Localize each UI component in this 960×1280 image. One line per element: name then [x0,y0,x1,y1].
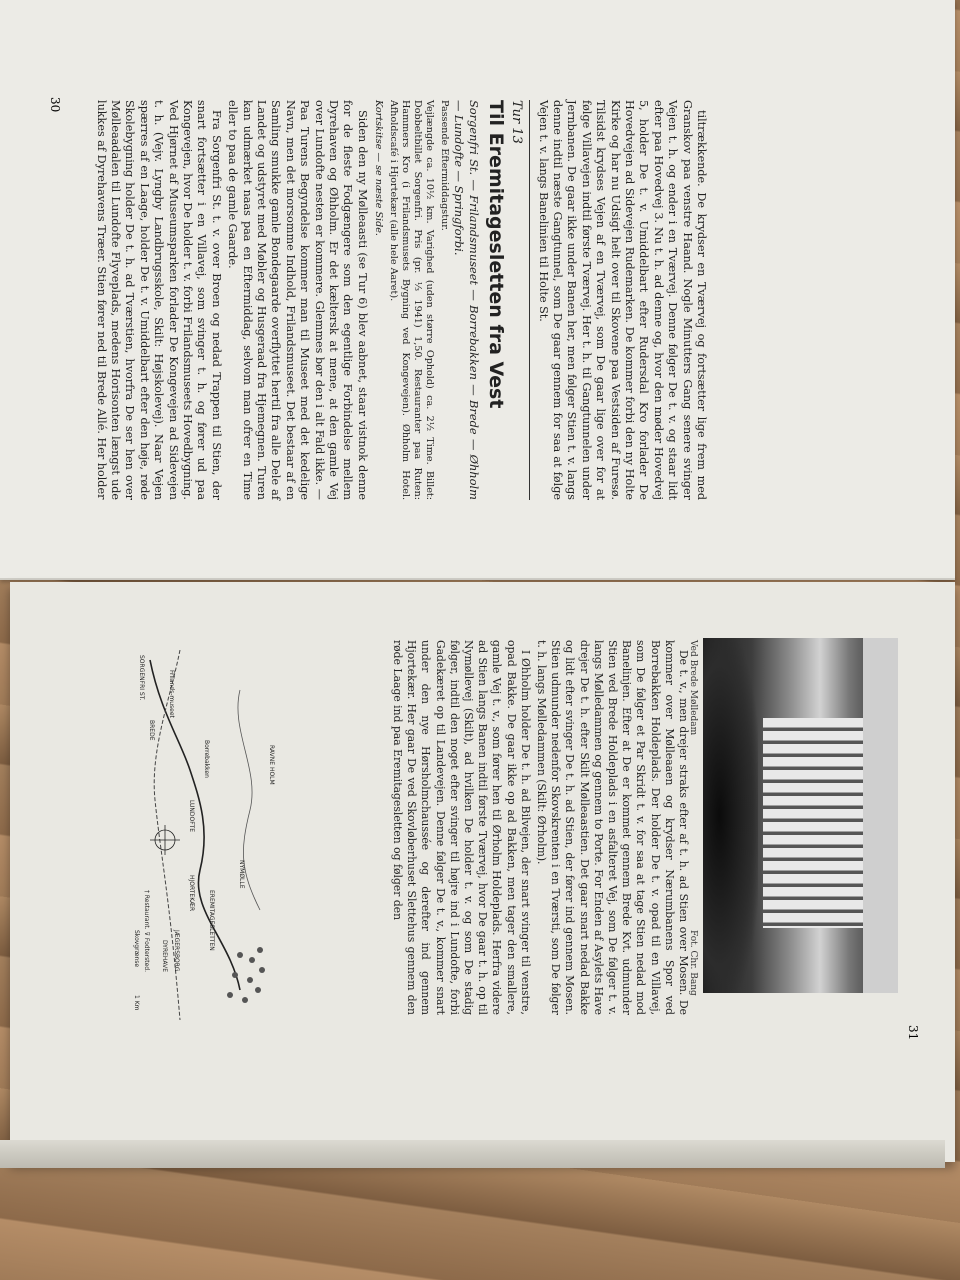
map-note: Kortskitse — se næste Side. [372,100,384,236]
map-scale: 1 Km [133,995,140,1011]
left-page-text [94,100,708,500]
photo-ground [863,638,898,993]
map-label-lundofte: LUNDOFTE [188,800,195,833]
photo-brede-molledam [703,638,898,993]
map-label-ravne-holm: RAVNE HOLM [268,745,275,785]
photo-caption: Ved Brede Mølledam [688,640,698,736]
map-label-dyrehave: DYREHAVE [161,940,168,973]
tour-label: Tur 13 [509,100,525,144]
body-paragraph-1: Siden den ny Mølleaasti (se Tur 6) blev aabnet, staar vistnok denne for de fleste Fodgængere som den egentlige Forbindelse mellem Dyrehaven og Øhholm. Er det kæltersk at mene, at den gamle Vej over Lundofte nesten er kommere. Glemmes bør den i alt Fald ikke. — Paa Turens Begyndelse kommer man til Museet med det kedelige Navn, men det morsomme Indhold, Frilandsmuseet. Det bestaar af en Samling smukke gamle Bondegaarde overflyttet hertil fra alle Dele af Landet og udstyret med Møbler og Husgeraad fra Hjemegnen. Turen kan udmærket naas paa en Eftermiddag, selvom man ofrer en Time eller to paa de gamle Gaarde. [226,100,369,500]
map-label-borrebakken: Borrebakken [203,740,210,778]
map-label-jaegersborg: JÆGERSBORG [173,930,180,972]
map-label-frilandsmuseet: Frilands-museet [168,670,175,718]
map-label-skov: Skovgrænse [133,930,140,968]
right-paragraph-2: I Øhholm holder De t. h. ad Bilvejen, der snart svinger til venstre, opad Bakke. De gaar ikke op ad Bakken, men tager den smallere, gamle Vej t. v., som fører hen til Ørholm Holdeplads. Herfra videre ad Stien langs Banen indtil første Tværvej, hvor De gaar t. h. op til Nymøllevej (Skilt), ad hvilken De holder t. v. og som De stadig følger, indtil den noget efter svinger til højre ind i Lundofte, forbi Gadekæret op til Landevejen. Denne følger De t. v., kommer snart under den nye Hørsholmchaussée og derefter ind gennem Hjortekær. Her gaar De ved Skovløberhuset Slettehus gennem den røde Laage ind paa Eremitagesletten og følger den [390,640,532,1015]
page-number-left: 30 [48,97,62,113]
right-paragraph-1: De t. v., men drejer straks efter af t. h. ad Stien over Mosen. De kommer over Mølleaaen og krydser Nærumbanens Spor ved Borrebakken Holdeplads. Der holder De t. v. opad til en Villavej, som De følger et Par Skridt t. v. for saa at tage Stien nedad mod Banelinjen. Efter at De er kommet gennem Brede Kvt. udmunder Stien ved Brede Holdeplads i en asfalteret Vej, som De følger t. v. langs Mølledammen og gennem to Porte. For Enden af Asylets Have drejer De t. h. efter Skilt Mølleaastien. Det gaar snart nedad Bakke og lidt efter svinger De t. h. ad Stien, der fører ind gennem Mosen. Stien udmunder nedenfor Skovskrenten i en Tværsti, som De følger t. h. langs Mølledammen (Skilt: Ørholm). [534,640,690,1015]
map-label-eremitagesletten: EREMITAGESLETTEN [208,890,215,951]
section-divider [529,100,530,500]
photo-building [763,718,863,928]
tour-title: Til Eremitagesletten fra Vest [484,100,507,409]
route-map [130,650,300,1030]
map-label-sorgenfri: SORGENFRI ST. [138,655,145,701]
body-paragraph-2: Fra Sorgenfri St. t. v. over Broen og nedad Trappen til Stien, der snart fortsætter i en Villavej, som svinger t. h. og fører ud paa Kongevejen, hvor De holder t. v. forbi Frilandsmuseets Hovedbygning. Ved Hjørnet af Museumsparken forlader De Kongevejen ad Sidevejen t. h. (Vejv. Lyngby Landbrugsskole, Skilt: Højskolevej). Naar Vejen spærres af en Laage, holder De t. v. Umiddelbart efter den høje, røde Skolebygning holder De t. h. ad Tværstien, hvorfra De ser hen over Mølleaadalen til Lundofte Flyveplads, medens Horisonten længst ude lukkes af Dyrehavens Træer. Stien fører ned til Brede Allé. Her holder [94,100,223,500]
right-page-text [280,640,690,1015]
page-number-right: 31 [906,1025,920,1041]
page-edges [0,1140,945,1168]
map-label-hjortekaer: HJORTEKÆR [188,875,195,912]
map-label-nymolle: NYMØLLE [238,860,245,889]
tour-suited-for: Passende Eftermiddagstur. [438,100,450,231]
photo-tree [703,638,758,993]
intro-paragraph: tiltrækkende. De krydser en Tværvej og fortsætter lige frem med Granskov paa venstre Haand. Nogle Minutters Gang senere svinger Vejen t. h. og ender i en Tværvej. Denne følger De t. v. og staar lidt efter paa Hovedvej 3. Nu t. h. ad denne og, hvor den møder Hovedvej 5, holder De t. v. Umiddelbart efter Rudersdal Kro forlader De Hovedvejen ad Sidevejen Rudemarken. De kommer forbi den ny Holte Kirke og har nu Udsigt helt over til Skovene paa Vestsiden af Furesø. Tilsidst krydses Vejen af en Tværvej, som De gaar lige over for at følge Villavejen indtil første Tværvej. Her t. h. til Gangtunnelen under Jernbanen. De gaar ikke under Banen her, men følger Stien t. v. langs denne indtil næste Gangtunnel, som De gaar gennem for saa at følge Vejen t. v. langs Banelinien til Holte St. [536,100,708,500]
map-label-brede: BREDE [148,720,155,741]
map-restaurant-note: † Restaurant. ⊽ Fodtersted. [143,890,150,972]
tour-details: Vejlængde ca. 10½ km. Varighed (uden større Ophold) ca. 2½ Time. Billet: Dobbeltbillet Sorgenfri. Pris (pr. ⅓ 1941) 1,50. Restauranter paa Ruten: Hammers Kro (i Frilandsmusets Bygning ved Kongevejen). Øhholm Hotel. Afholdscafé i Hjortekær (alle hele Aaret). [387,100,435,500]
tour-route: Sorgenfri St. — Frilandsmuseet — Borrebakken — Brede — Øhholm — Lundofte — Springforbi. [452,100,481,500]
photo-credit: Fot. Chr. Bang [688,930,698,996]
